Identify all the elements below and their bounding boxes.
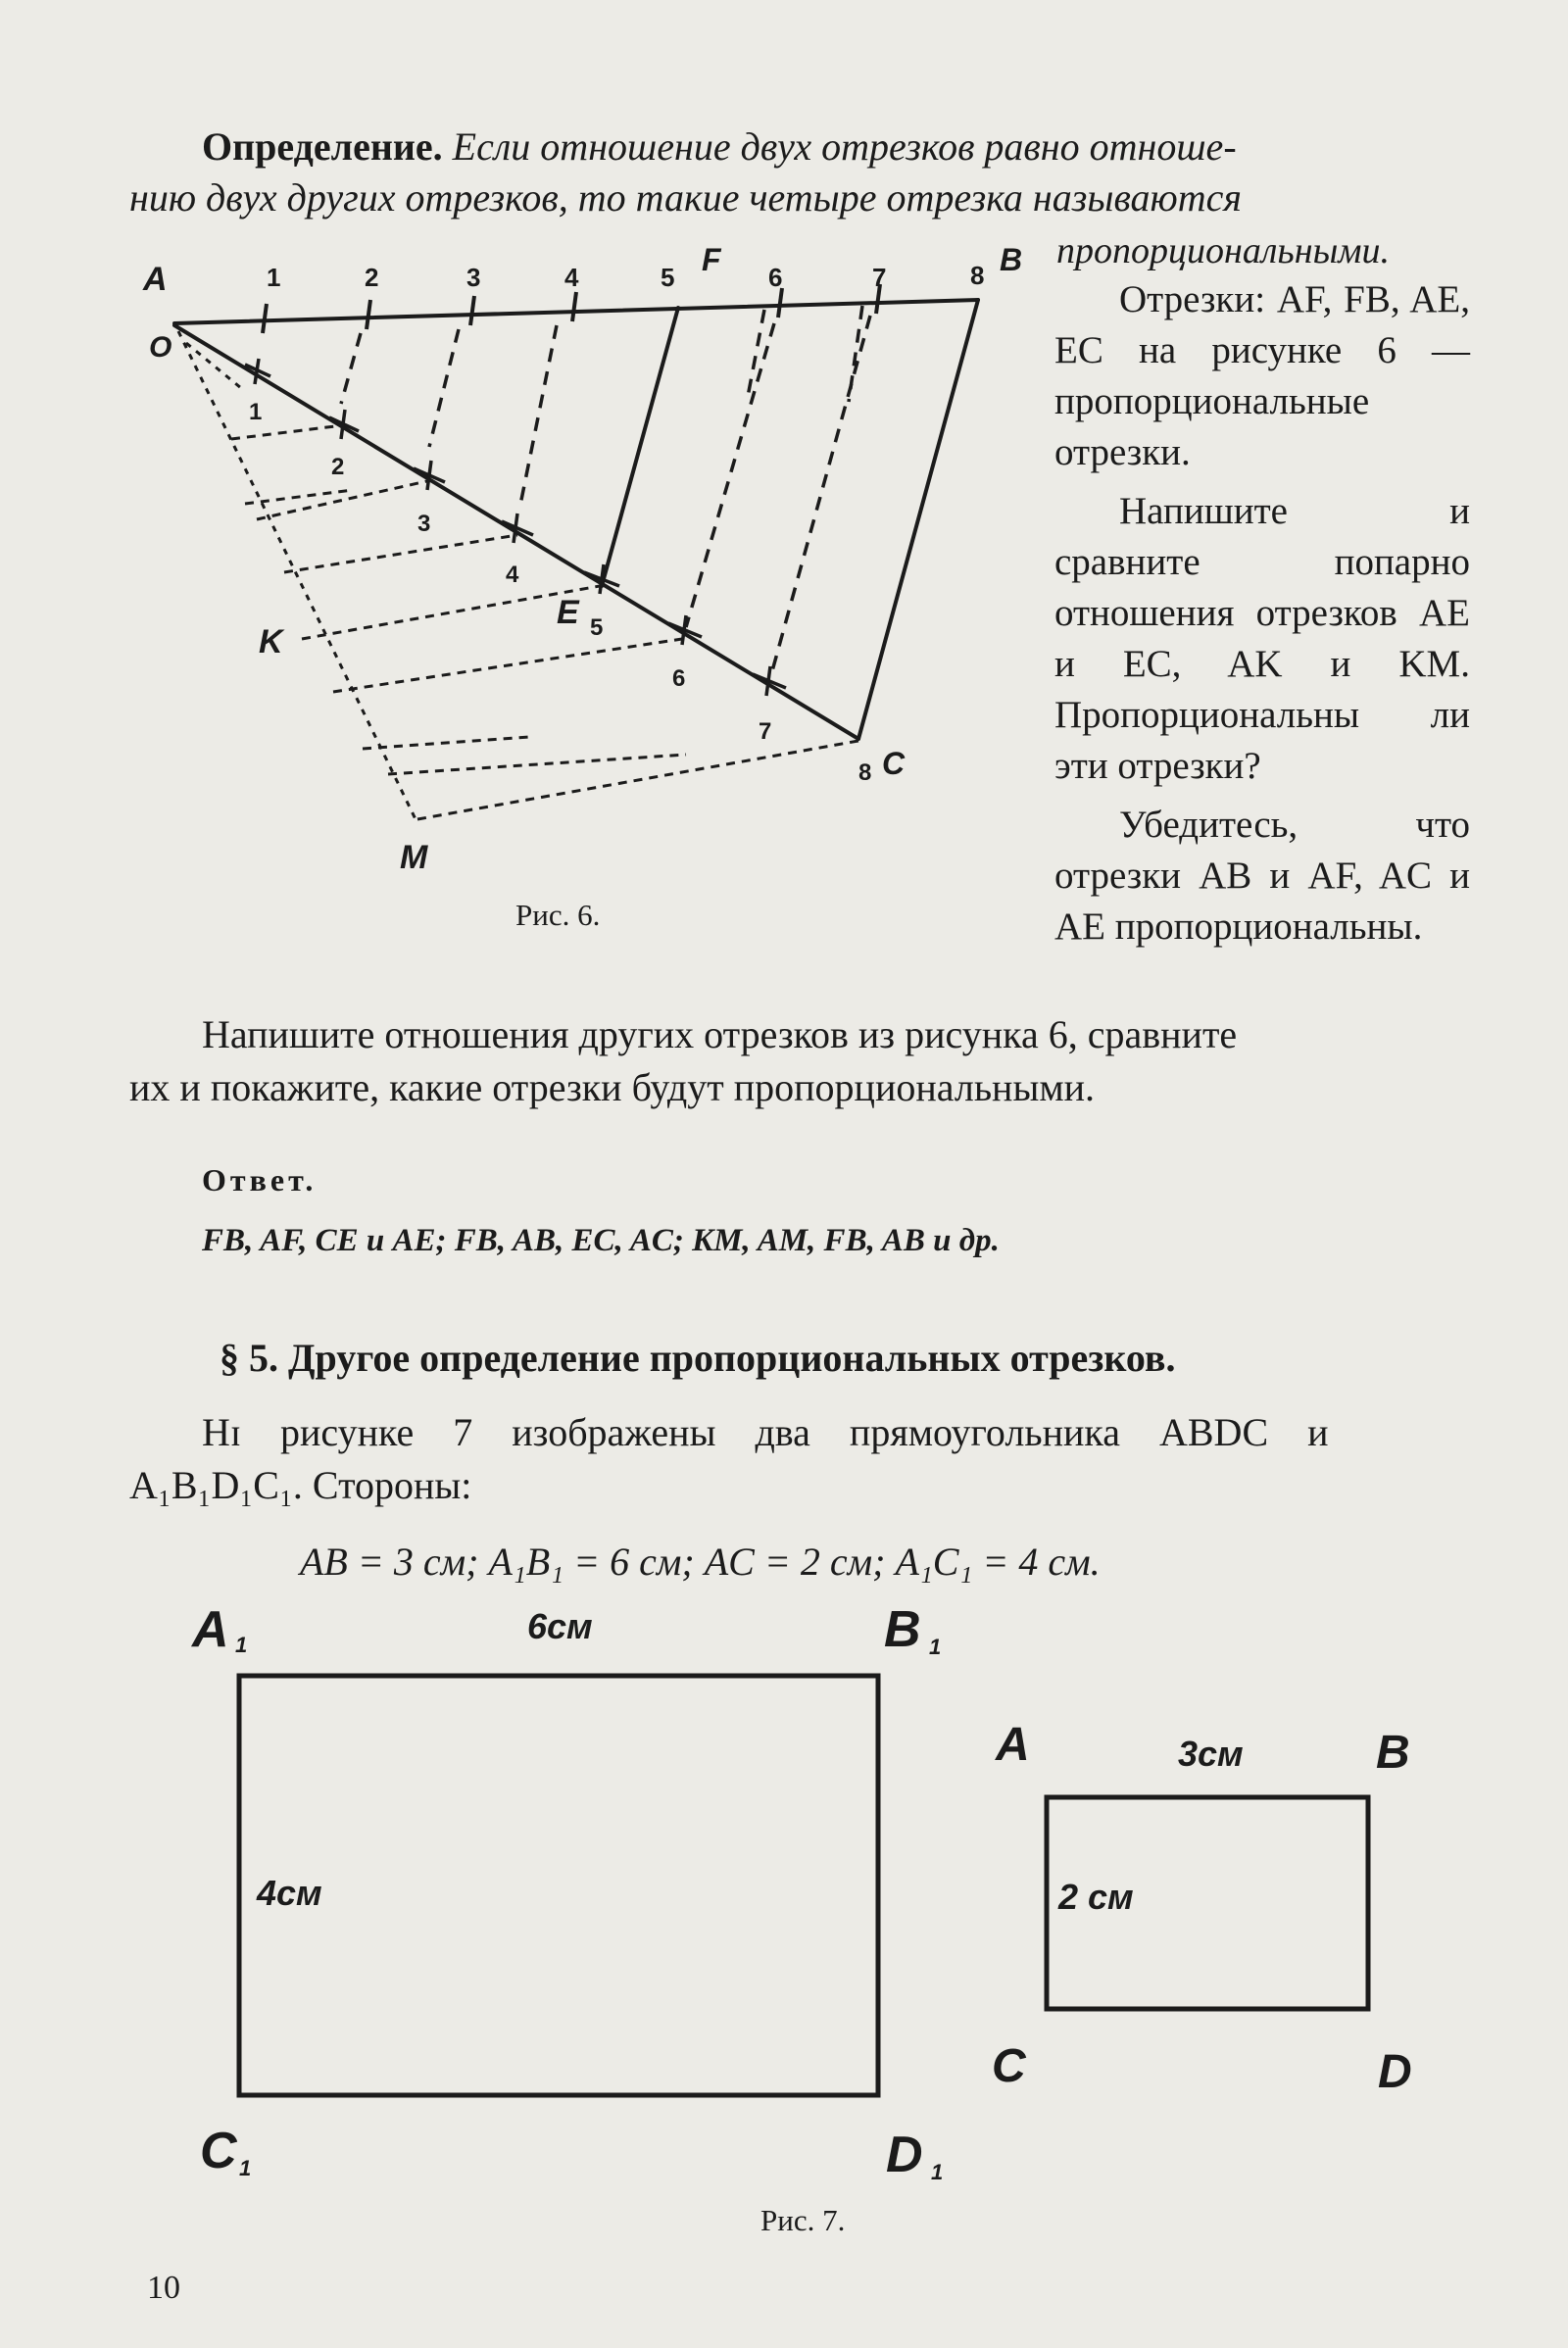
- big-label-d: D: [886, 2127, 923, 2183]
- label-a: A: [143, 261, 168, 298]
- small-label-b: B: [1376, 1727, 1410, 1779]
- definition-line-2: нию двух других отрезков, то такие четыре отрезка называются: [129, 175, 1242, 220]
- figure-7-caption: Рис. 7.: [760, 2203, 846, 2237]
- label-o: O: [149, 331, 172, 364]
- svg-text:7: 7: [872, 263, 887, 292]
- side-paragraph-3: Убедитесь, что отрезки AB и AF, AC и AE пропорциональны.: [1054, 804, 1470, 948]
- big-label-b: B: [884, 1601, 921, 1658]
- answer-label: Ответ.: [202, 1162, 318, 1198]
- big-top-length: 6см: [527, 1606, 593, 1646]
- label-k: K: [259, 623, 283, 660]
- svg-text:6: 6: [672, 665, 686, 692]
- svg-text:4: 4: [564, 263, 579, 292]
- small-label-c: C: [992, 2040, 1026, 2092]
- svg-text:4: 4: [506, 562, 519, 588]
- svg-text:8: 8: [970, 261, 985, 290]
- big-label-a: A: [192, 1601, 229, 1658]
- svg-text:1: 1: [929, 1635, 942, 1659]
- answer-text: FB, AF, CE и AE; FB, AB, EC, AC; KM, AM, FB, AB и др.: [202, 1223, 1000, 1258]
- small-label-d: D: [1378, 2046, 1412, 2098]
- svg-text:2: 2: [331, 454, 345, 480]
- label-b: B: [1000, 242, 1023, 277]
- section-title: § 5. Другое определение пропорциональных отрезков.: [220, 1336, 1176, 1380]
- page-number: 10: [147, 2270, 180, 2306]
- rectangle-a1b1d1c1: [239, 1676, 878, 2095]
- definition-line-3: пропорциональными.: [1056, 230, 1391, 271]
- small-side-length: 2 см: [1058, 1877, 1134, 1917]
- section-line-2: A₁B₁D₁C₁. Стороны:: [129, 1463, 472, 1507]
- svg-text:1: 1: [931, 2160, 944, 2184]
- small-top-length: 3см: [1178, 1734, 1244, 1774]
- task-line-2: их и покажите, какие отрезки будут пропорциональными.: [129, 1065, 1096, 1109]
- figure-6-caption: Рис. 6.: [515, 898, 601, 932]
- side-paragraph-2: Напишите и сравните попарно отношения отрезков AE и EC, AK и KM. Пропорциональны ли эти отрезки?: [1054, 490, 1470, 787]
- label-c: C: [882, 746, 906, 781]
- svg-text:1: 1: [239, 2156, 252, 2180]
- section-formula: AB = 3 см; A₁B₁ = 6 см; AC = 2 см; A₁C₁ = 4 см.: [300, 1540, 1101, 1584]
- svg-text:2: 2: [365, 263, 379, 292]
- svg-text:8: 8: [858, 759, 872, 786]
- svg-text:6: 6: [768, 263, 783, 292]
- side-paragraph-1: Отрезки: AF, FB, AE, EC на рисунке 6 — пропорциональные отрезки.: [1054, 278, 1470, 473]
- definition-text-1: Если отношение двух отрезков равно отноше-: [452, 124, 1237, 169]
- section-line-1: Нɪ рисунке 7 изображены два прямоугольника ABDC и: [202, 1410, 1329, 1454]
- label-m: M: [400, 839, 428, 876]
- svg-text:3: 3: [417, 511, 431, 537]
- svg-text:3: 3: [466, 263, 481, 292]
- svg-text:1: 1: [235, 1633, 248, 1657]
- big-label-c: C: [200, 2123, 237, 2179]
- label-e: E: [557, 594, 579, 631]
- label-f: F: [702, 242, 721, 277]
- big-side-length: 4см: [257, 1873, 322, 1913]
- task-line-1: Напишите отношения других отрезков из рисунка 6, сравните: [202, 1012, 1238, 1056]
- svg-text:1: 1: [267, 263, 281, 292]
- svg-text:5: 5: [661, 263, 675, 292]
- svg-text:1: 1: [249, 399, 263, 425]
- svg-text:5: 5: [590, 614, 604, 641]
- svg-text:7: 7: [759, 718, 772, 745]
- small-label-a: A: [996, 1719, 1030, 1771]
- definition-heading: Определение.: [202, 124, 443, 169]
